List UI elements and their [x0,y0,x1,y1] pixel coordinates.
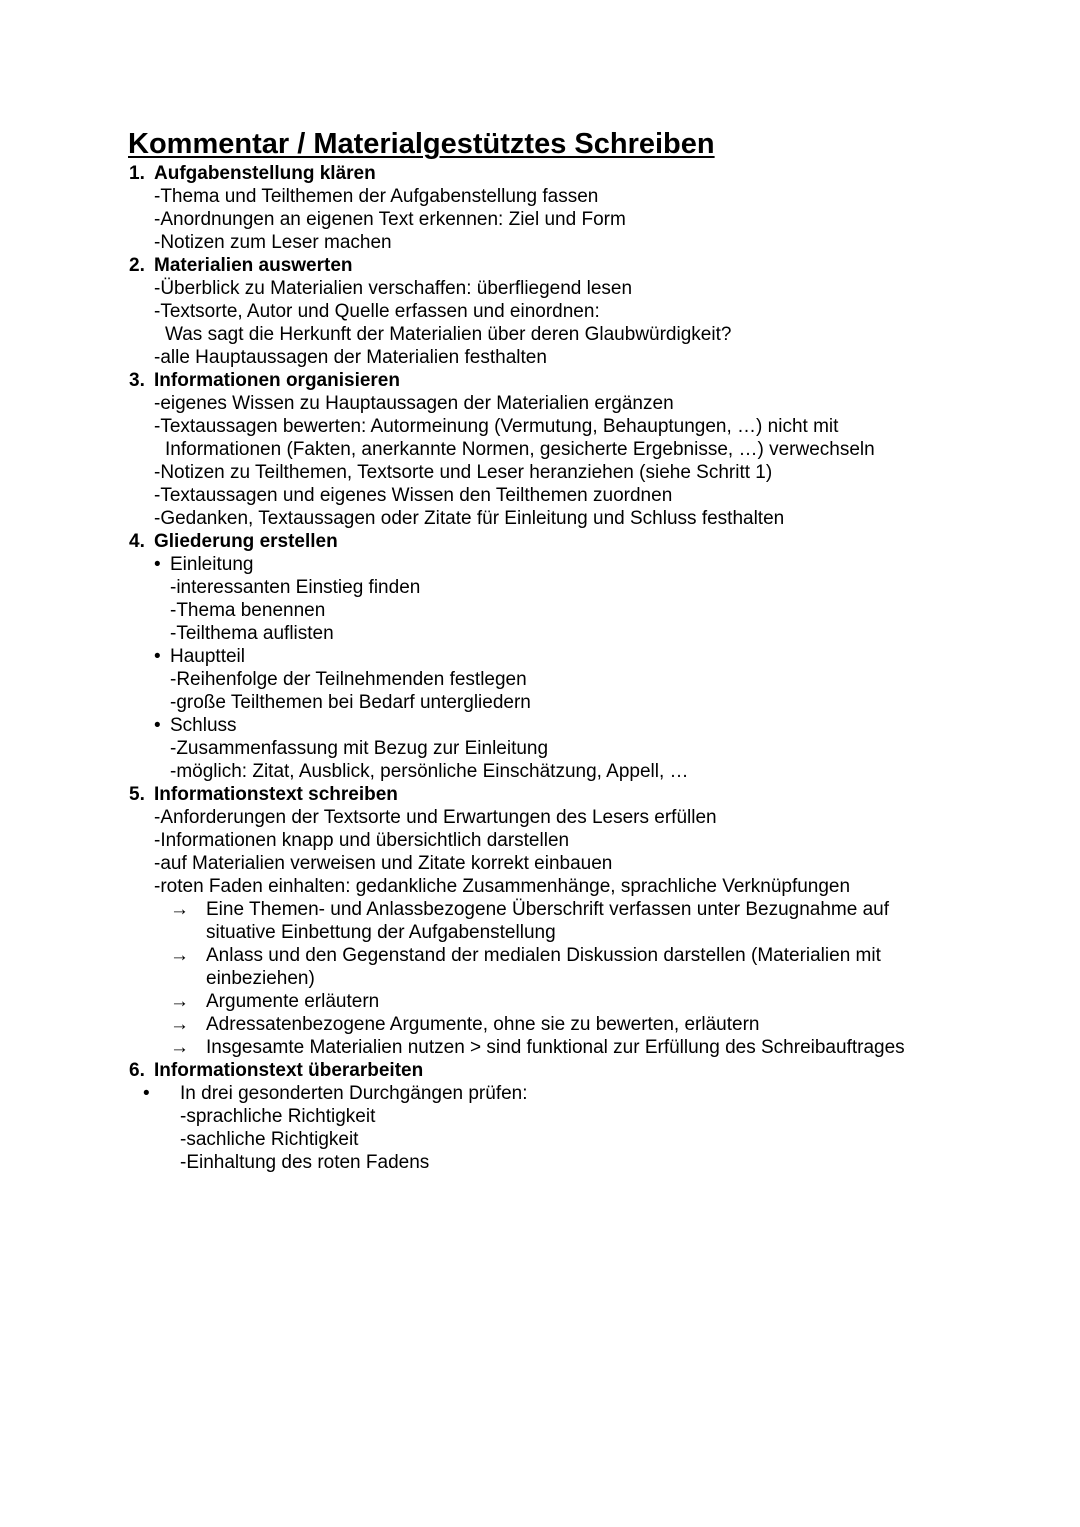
list-item: -roten Faden einhalten: gedankliche Zusammenhänge, sprachliche Verknüpfungen [154,876,851,897]
arrow-item-continuation: einbeziehen) [206,968,315,989]
bullet-item: • In drei gesonderten Durchgängen prüfen: [143,1083,528,1104]
bullet-label: Schluss [170,715,237,736]
section-title: Gliederung erstellen [154,531,338,552]
bullet-icon: • [154,554,161,575]
arrow-item: → Insgesamte Materialien nutzen > sind funktional zur Erfüllung des Schreibauftrages [170,1037,905,1058]
sub-item: -Teilthema auflisten [170,623,334,644]
section-number: 3. [129,370,145,391]
arrow-item: → Argumente erläutern [170,991,380,1012]
section-number: 1. [129,163,145,184]
list-item: -eigenes Wissen zu Hauptaussagen der Materialien ergänzen [154,393,674,414]
section-title: Materialien auswerten [154,255,353,276]
list-item-continuation: Informationen (Fakten, anerkannte Normen, gesicherte Ergebnisse, …) verwechseln [165,439,875,460]
section-number: 4. [129,531,145,552]
sub-item: -sachliche Richtigkeit [180,1129,359,1150]
bullet-icon: • [143,1083,150,1104]
list-item: -Notizen zum Leser machen [154,232,392,253]
list-item: -Informationen knapp und übersichtlich darstellen [154,830,570,851]
section-heading [0,783,1080,806]
list-item: -Überblick zu Materialien verschaffen: überfliegend lesen [154,278,633,299]
bullet-label: Einleitung [170,554,254,575]
sub-item: -interessanten Einstieg finden [170,577,421,598]
list-item: -Textaussagen und eigenes Wissen den Teilthemen zuordnen [154,485,673,506]
document-title: Kommentar / Materialgestütztes Schreiben [128,128,715,160]
section-title: Informationstext überarbeiten [154,1060,424,1081]
bullet-item [0,553,1080,576]
section-title: Informationstext schreiben [154,784,398,805]
section-heading [0,369,1080,392]
sub-item: -Zusammenfassung mit Bezug zur Einleitung [170,738,549,759]
section-number: 6. [129,1060,145,1081]
arrow-item: → Anlass und den Gegenstand der medialen Diskussion darstellen (Materialien mit [170,945,881,966]
list-item: -Anordnungen an eigenen Text erkennen: Ziel und Form [154,209,626,230]
document-body [0,162,1080,1174]
list-item: -auf Materialien verweisen und Zitate korrekt einbauen [154,853,613,874]
sub-item: -große Teilthemen bei Bedarf untergliedern [170,692,531,713]
section-number: 2. [129,255,145,276]
bullet-label: Hauptteil [170,646,245,667]
list-item: -Textsorte, Autor und Quelle erfassen und einordnen: [154,301,600,322]
arrow-item: → Eine Themen- und Anlassbezogene Überschrift verfassen unter Bezugnahme auf [170,899,890,920]
section-heading [0,1059,1080,1082]
bullet-icon: • [154,646,161,667]
bullet-item [0,714,1080,737]
sub-item: -möglich: Zitat, Ausblick, persönliche Einschätzung, Appell, … [170,761,689,782]
section-number: 5. [129,784,145,805]
section-title: Informationen organisieren [154,370,400,391]
list-item: -Textaussagen bewerten: Autormeinung (Vermutung, Behauptungen, …) nicht mit [154,416,839,437]
arrow-icon: → [170,1014,189,1035]
sub-item: -Thema benennen [170,600,326,621]
section-heading [0,162,1080,185]
section-heading [0,530,1080,553]
arrow-icon: → [170,991,189,1012]
list-item: -Anforderungen der Textsorte und Erwartungen des Lesers erfüllen [154,807,717,828]
arrow-item: → Adressatenbezogene Argumente, ohne sie zu bewerten, erläutern [170,1014,760,1035]
list-item: -Gedanken, Textaussagen oder Zitate für Einleitung und Schluss festhalten [154,508,785,529]
arrow-icon: → [170,1037,189,1058]
arrow-item-continuation: situative Einbettung der Aufgabenstellung [206,922,556,943]
bullet-item [0,645,1080,668]
section-title: Aufgabenstellung klären [154,163,376,184]
bullet-icon: • [154,715,161,736]
section-heading [0,254,1080,277]
sub-item: -Reihenfolge der Teilnehmenden festlegen [170,669,527,690]
sub-item: -Einhaltung des roten Fadens [180,1152,430,1173]
list-item: -alle Hauptaussagen der Materialien festhalten [154,347,547,368]
sub-item: -sprachliche Richtigkeit [180,1106,376,1127]
list-item: -Thema und Teilthemen der Aufgabenstellung fassen [154,186,599,207]
arrow-icon: → [170,899,189,920]
arrow-icon: → [170,945,189,966]
list-item-continuation: Was sagt die Herkunft der Materialien über deren Glaubwürdigkeit? [165,324,732,345]
list-item: -Notizen zu Teilthemen, Textsorte und Leser heranziehen (siehe Schritt 1) [154,462,773,483]
